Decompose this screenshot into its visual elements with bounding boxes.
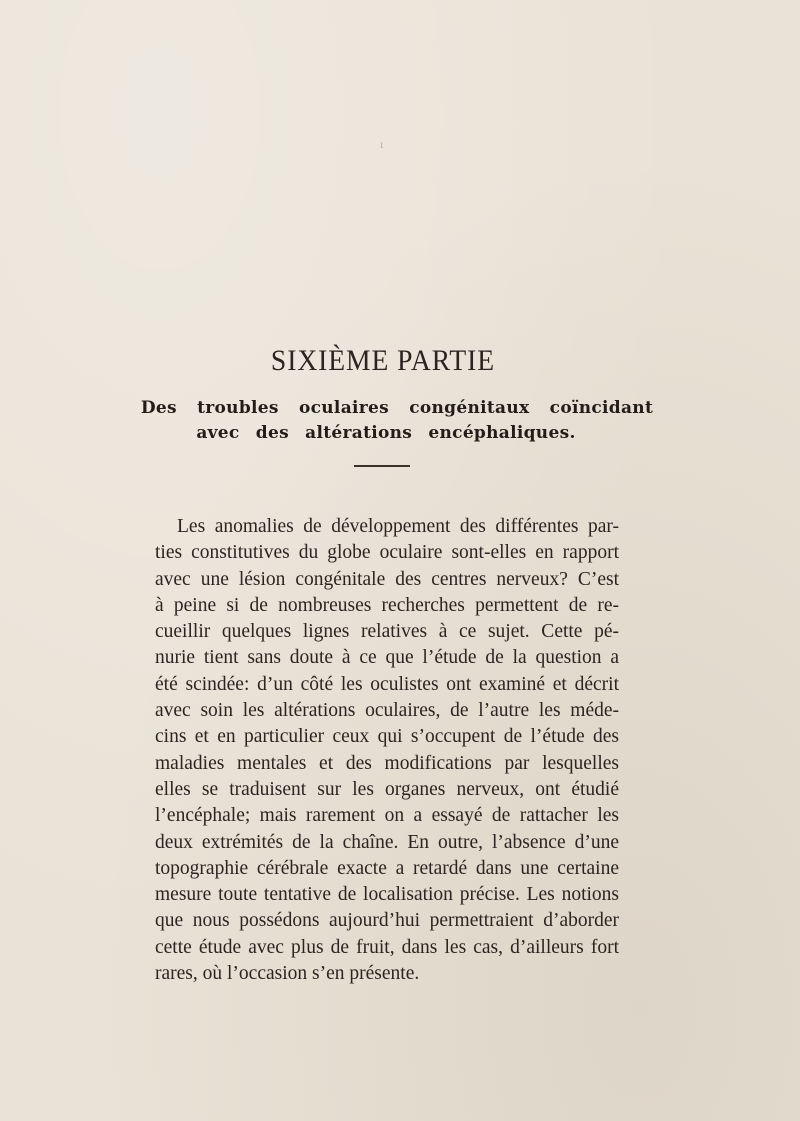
- paragraph-line: cueillir quelques lignes relatives à ce sujet. Cette pé-: [155, 621, 619, 643]
- paragraph-line: avec une lésion congénitale des centres nerveux? C’est: [155, 568, 619, 590]
- page-mark: ı: [380, 140, 384, 151]
- paragraph-line: à peine si de nombreuses recherches permettent de re-: [155, 594, 619, 616]
- paragraph-line: nurie tient sans doute à ce que l’étude de la question a: [155, 647, 619, 669]
- paragraph-line: maladies mentales et des modifications par lesquelles: [155, 752, 619, 774]
- paragraph-line: elles se traduisent sur les organes nerveux, ont étudié: [155, 778, 619, 800]
- paragraph-line: l’encéphale; mais rarement on a essayé de rattacher les: [155, 805, 619, 827]
- paragraph-line: mesure toute tentative de localisation précise. Les notions: [155, 884, 619, 906]
- paragraph-line: avec soin les altérations oculaires, de l’autre les méde-: [155, 700, 619, 722]
- paragraph-line: Les anomalies de développement des différentes par-: [177, 516, 619, 537]
- paragraph-line: cette étude avec plus de fruit, dans les cas, d’ailleurs fort: [155, 936, 619, 958]
- paragraph-line: cins et en particulier ceux qui s’occupent de l’étude des: [155, 726, 619, 748]
- subtitle-line-1: Des troubles oculaires congénitaux coïncidant: [140, 398, 654, 418]
- subtitle-line-2: avec des altérations encéphaliques.: [196, 423, 576, 443]
- paragraph-line: rares, où l’occasion s’en présente.: [155, 963, 420, 985]
- paragraph-line: deux extrémités de la chaîne. En outre, l’absence d’une: [155, 831, 619, 853]
- paragraph-line: ties constitutives du globe oculaire sont-elles en rapport: [155, 542, 619, 564]
- paragraph-line: que nous possédons aujourd’hui permettraient d’aborder: [155, 910, 619, 932]
- paragraph-line: topographie cérébrale exacte a retardé dans une certaine: [155, 857, 619, 879]
- paragraph-line: été scindée: d’un côté les oculistes ont examiné et décrit: [155, 673, 619, 695]
- section-divider: [354, 465, 410, 467]
- part-title: SIXIÈME PARTIE: [270, 344, 496, 377]
- body-paragraph: [155, 514, 619, 987]
